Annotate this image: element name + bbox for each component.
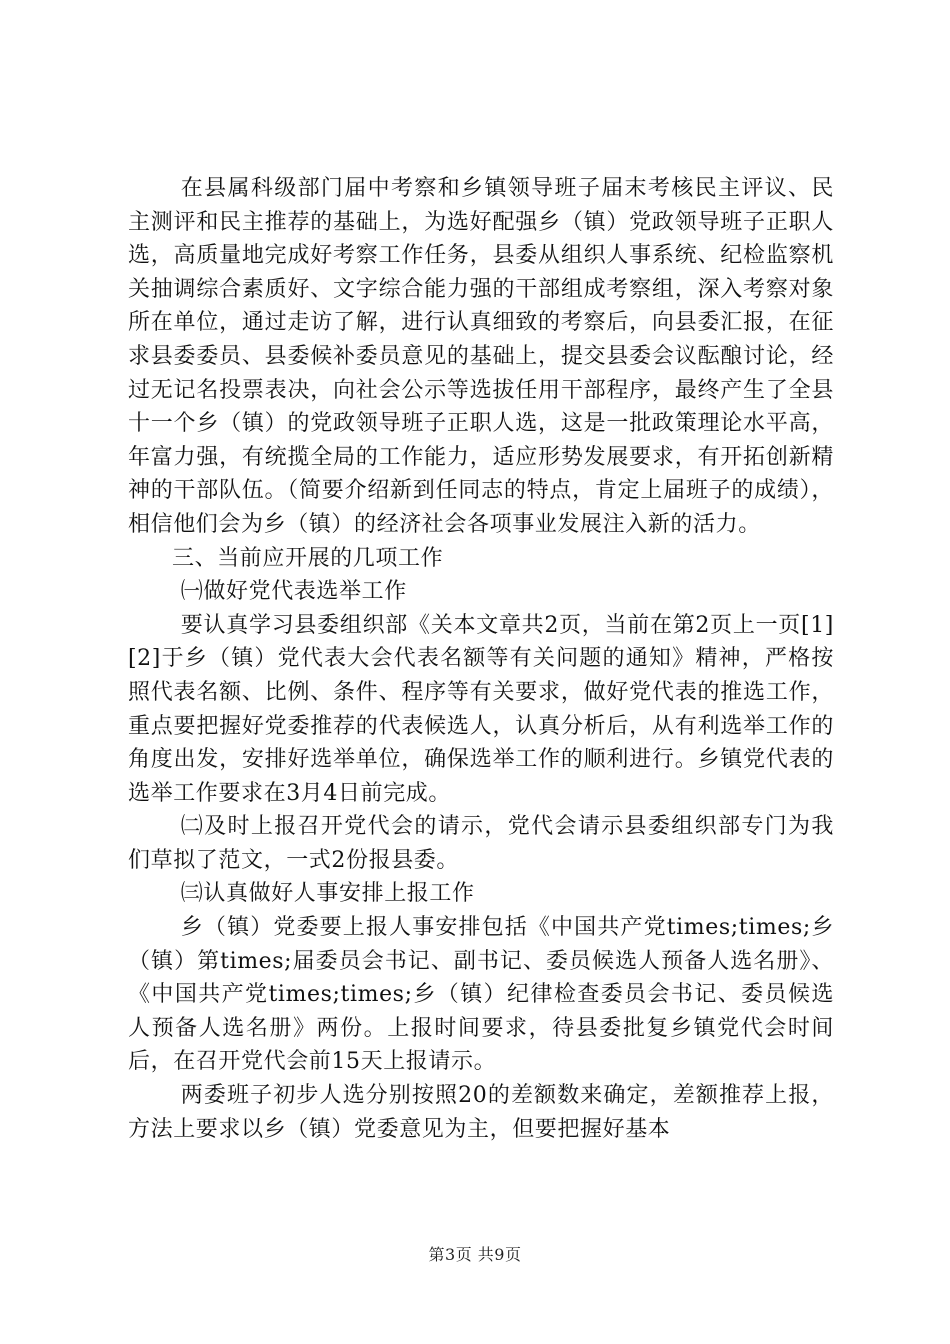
page-number-footer: 第3页 共9页 [428, 1245, 522, 1264]
paragraph-candidate-quota: 两委班子初步人选分别按照20的差额数来确定，差额推荐上报，方法上要求以乡（镇）党委意见为主，但要把握好基本 [128, 1083, 834, 1142]
paragraph-delegate-election: 要认真学习县委组织部《关本文章共2页，当前在第2页上一页[1][2]于乡（镇）党代表大会代表名额等有关问题的通知》精神，严格按照代表名额、比例、条件、程序等有关要求，做好党代表的推选工作，重点要把握好党委推荐的代表候选人，认真分析后，从有利选举工作的角度出发，安排好选举单位，确保选举工作的顺利进行。乡镇党代表的选举工作要求在3月4日前完成。 [128, 612, 834, 806]
section-heading-current-work: 三、当前应开展的几项工作 [172, 545, 444, 571]
document-body [128, 172, 834, 1146]
subheading-delegate-election: ㈠做好党代表选举工作 [180, 579, 407, 605]
paragraph-report-request: ㈡及时上报召开党代会的请示，党代会请示县委组织部专门为我们草拟了范文，一式2份报县委。 [128, 814, 834, 873]
paragraph-personnel-arrangement: 乡（镇）党委要上报人事安排包括《中国共产党times;times;乡（镇）第times;届委员会书记、副书记、委员候选人预备人选名册》、《中国共产党times;times;乡（镇）纪律检查委员会书记、委员候选人预备人选名册》两份。上报时间要求，待县委批复乡镇党代会时间后，在召开党代会前15天上报请示。 [128, 915, 834, 1075]
paragraph-inspection-summary: 在县属科级部门届中考察和乡镇领导班子届末考核民主评议、民主测评和民主推荐的基础上，为选好配强乡（镇）党政领导班子正职人选，高质量地完成好考察工作任务，县委从组织人事系统、纪检监察机关抽调综合素质好、文字综合能力强的干部组成考察组，深入考察对象所在单位，通过走访了解，进行认真细致的考察后，向县委汇报，在征求县委委员、县委候补委员意见的基础上，提交县委会议酝酿讨论，经过无记名投票表决，向社会公示等选拔任用干部程序，最终产生了全县十一个乡（镇）的党政领导班子正职人选，这是一批政策理论水平高，年富力强，有统揽全局的工作能力，适应形势发展要求，有开拓创新精神的干部队伍。（简要介绍新到任同志的特点，肯定上届班子的成绩），相信他们会为乡（镇）的经济社会各项事业发展注入新的活力。 [128, 176, 834, 537]
subheading-personnel-arrangement: ㈢认真做好人事安排上报工作 [180, 881, 475, 907]
